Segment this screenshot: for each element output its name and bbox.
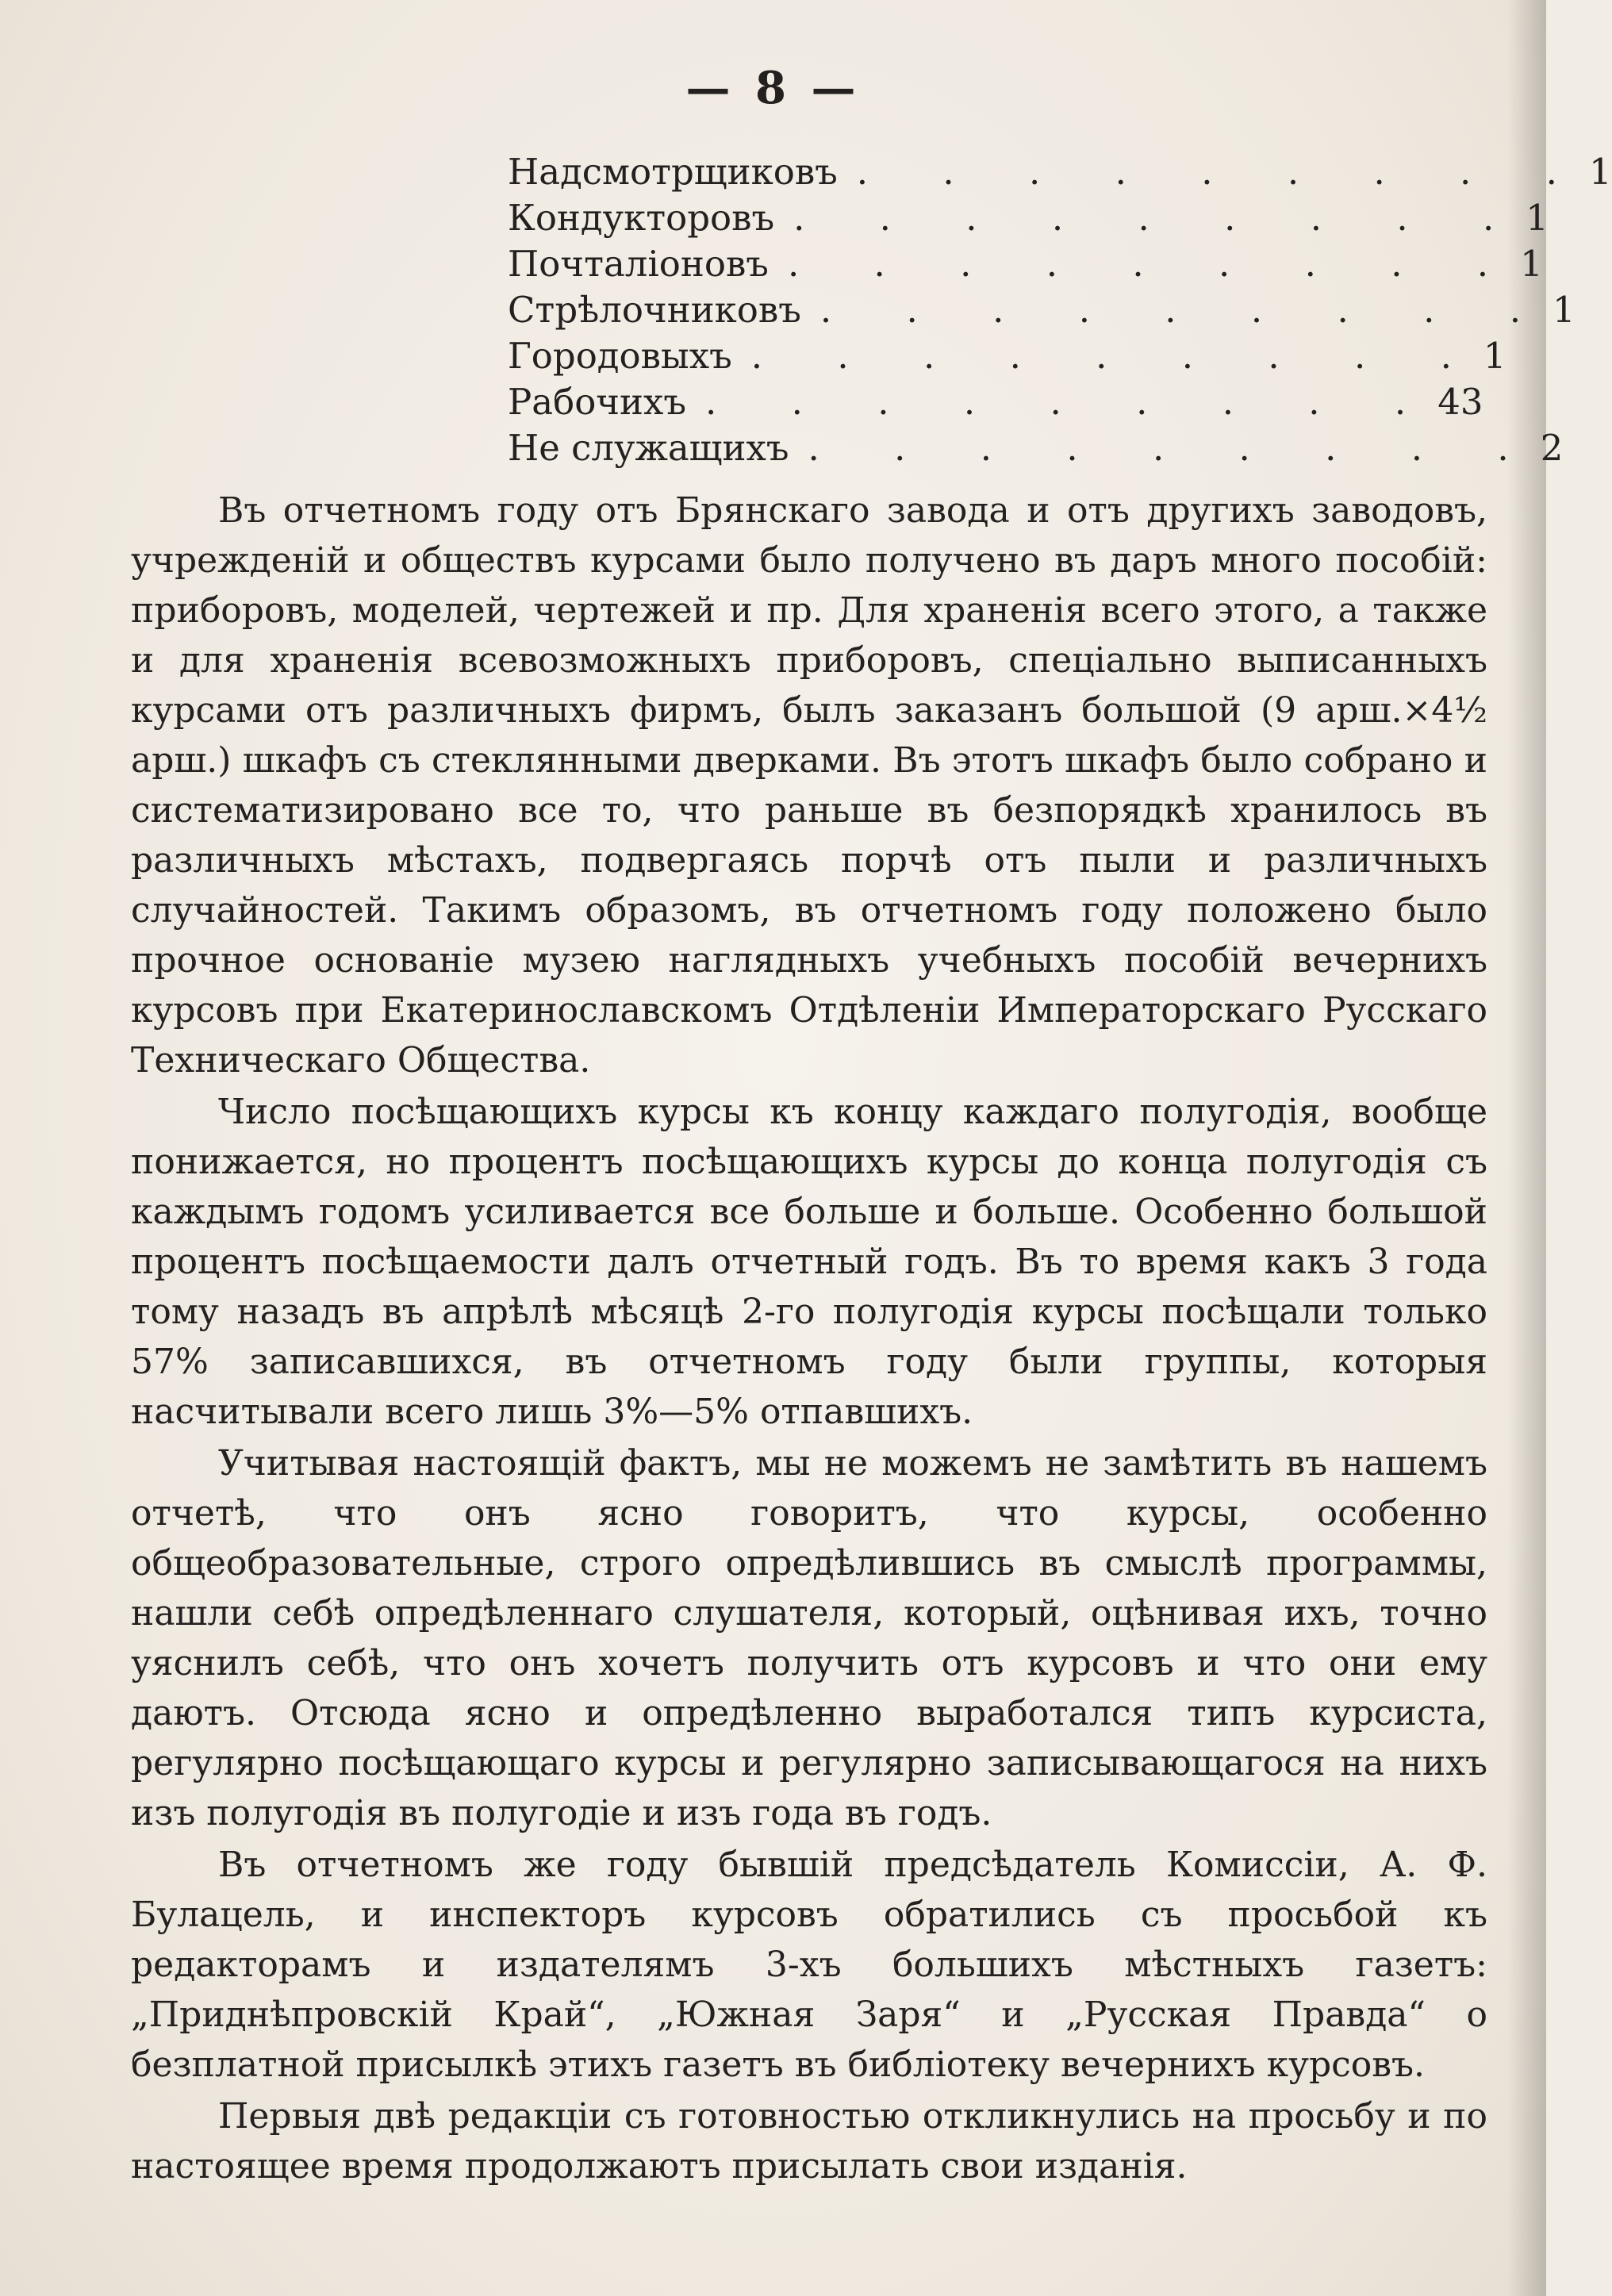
- paragraph: Первыя двѣ редакціи съ готовностью откликнулись на просьбу и по настоящее время продолжаютъ присылать свои изданія.: [131, 2096, 1487, 2187]
- paragraph: Въ отчетномъ же году бывшій предсѣдатель Комиссіи, А. Ф. Булацель, и инспекторъ курсовъ обратились съ просьбой къ редакторамъ и издателямъ 3-хъ большихъ мѣстныхъ газетъ: „Приднѣпровскій Край“, „Южная Заря“ и „Русская Правда“ о безплатной присылкѣ этихъ газетъ въ библіотеку вечернихъ курсовъ.: [131, 1845, 1487, 2085]
- staff-row: [508, 289, 1576, 335]
- staff-name: Не служащихъ: [508, 427, 789, 469]
- staff-count: 1: [1483, 335, 1506, 377]
- staff-count: 43: [1437, 381, 1483, 423]
- staff-name: Почталіоновъ: [508, 243, 769, 285]
- staff-name: Рабочихъ: [508, 381, 687, 423]
- staff-count: 2: [1540, 427, 1564, 469]
- staff-row: [508, 381, 1483, 427]
- paragraph: Учитывая настоящій фактъ, мы не можемъ не замѣтить въ нашемъ отчетѣ, что онъ ясно говоритъ, что курсы, особенно общеобразовательные, строго опредѣлившись въ смыслѣ программы, нашли себѣ опредѣленнаго слушателя, который, оцѣнивая ихъ, точно уяснилъ себѣ, что онъ хочетъ получить отъ курсовъ и что они ему даютъ. Отсюда ясно и опредѣленно выработался типъ курсиста, регулярно посѣщающаго курсы и регулярно записывающагося на нихъ изъ полугодія въ полугодіе и изъ года въ годъ.: [131, 1443, 1487, 1833]
- staff-row: [508, 197, 1549, 243]
- leader-dots: . . . . . . . . .: [808, 427, 1541, 469]
- leader-dots: . . . . . . . . .: [793, 197, 1526, 239]
- paragraph: Число посѣщающихъ курсы къ концу каждаго полугодія, вообще понижается, но процентъ посѣщающихъ курсы до конца полугодія съ каждымъ годомъ усиливается все больше и больше. Особенно большой процентъ посѣщаемости далъ отчетный годъ. Въ то время какъ 3 года тому назадъ въ апрѣлѣ мѣсяцѣ 2-го полугодія курсы посѣщали только 57% записавшихся, въ отчетномъ году были группы, которыя насчитывали всего лишь 3%—5% отпавшихъ.: [131, 1092, 1487, 1432]
- staff-row: [508, 335, 1506, 381]
- body-text: [131, 486, 1487, 2191]
- staff-row: [508, 427, 1564, 473]
- staff-name: Надсмотрщиковъ: [508, 151, 838, 193]
- leader-dots: . . . . . . . . .: [856, 151, 1589, 193]
- page-number: — 8 —: [685, 62, 861, 114]
- staff-count: 1: [1553, 289, 1576, 331]
- staff-name: Кондукторовъ: [508, 197, 775, 239]
- staff-row: [508, 243, 1543, 289]
- paragraph: Въ отчетномъ году отъ Брянскаго завода и отъ другихъ заводовъ, учрежденій и обществъ курсами было получено въ даръ много пособій: приборовъ, моделей, чертежей и пр. Для храненія всего этого, а также и для храненія всевозможныхъ приборовъ, спеціально выписанныхъ курсами отъ различныхъ фирмъ, былъ заказанъ большой (9 арш.×4½ арш.) шкафъ съ стеклянными дверками. Въ этотъ шкафъ было собрано и систематизировано все то, что раньше въ безпорядкѣ хранилось въ различныхъ мѣстахъ, подвергаясь порчѣ отъ пыли и различныхъ случайностей. Такимъ образомъ, въ отчетномъ году положено было прочное основаніе музею наглядныхъ учебныхъ пособій вечернихъ курсовъ при Екатеринославскомъ Отдѣленіи Императорскаго Русскаго Техническаго Общества.: [131, 490, 1487, 1081]
- leader-dots: . . . . . . . . .: [750, 335, 1483, 377]
- staff-list: [508, 151, 1612, 473]
- staff-count: 1: [1520, 243, 1543, 285]
- staff-name: Стрѣлочниковъ: [508, 289, 801, 331]
- staff-row: [508, 151, 1612, 197]
- leader-dots: . . . . . . . . .: [819, 289, 1553, 331]
- staff-count: 1: [1526, 197, 1549, 239]
- leader-dots: . . . . . . . . .: [705, 381, 1438, 423]
- leader-dots: . . . . . . . . .: [787, 243, 1521, 285]
- staff-count: 1: [1588, 151, 1612, 193]
- staff-name: Городовыхъ: [508, 335, 732, 377]
